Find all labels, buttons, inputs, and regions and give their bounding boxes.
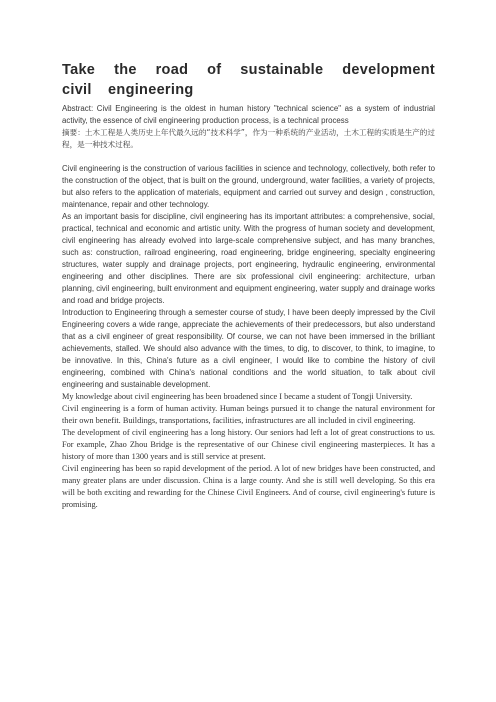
body-paragraph: As an important basis for discipline, civil engineering has its important attributes: a comprehensive, social, practical, technical and economic and artistic unity. With the progress of human society and development, civil engineering has already evolved into large-scale comprehensive subject, and has many branches, such as: construction, railroad engineering, road engineering, bridge engineering, specialty engineering structures, water supply and drainage projects, port engineering, hydraulic engineering, environmental engineering and other disciplines. There are six professional civil engineering: architecture, urban planning, civil engineering, built environment and equipment engineering, water supply and drainage works and road and bridge projects. [62,212,435,305]
abstract-chinese: 摘要：土木工程是人类历史上年代最久远的“技术科学”，作为一种系统的产业活动，土木工程的实质是生产的过程，是一种技术过程。 [62,128,435,149]
body-paragraph: Civil engineering is a form of human activity. Human beings pursued it to change the natural environment for their own benefit. Buildings, transportations, facilities, infrastructures are all included in civil engineering. [62,404,435,425]
document-title: Take the road of sustainable development civil engineering [62,62,435,98]
body-paragraph: Civil engineering is the construction of various facilities in science and technology, collectively, both refer to the construction of the object, that is built on the ground, underground, water facilities, a variety of projects, but also refers to the application of materials, equipment and carried out survey and design , construction, maintenance, repair and other technology. [62,164,435,209]
document-content [62,60,435,511]
paragraph-gap [62,151,435,163]
body-paragraph: Civil engineering has been so rapid development of the period. A lot of new bridges have been constructed, and many greater plans are under discussion. China is a large county. And she is still well developing. So this era will be both exciting and rewarding for the Chinese Civil Engineers. And of course, civil engineering's future is promising. [62,464,435,509]
body-paragraph: My knowledge about civil engineering has been broadened since I became a student of Tongji University. [62,392,413,401]
abstract-english: Abstract: Civil Engineering is the oldest in human history "technical science" as a system of industrial activity, the essence of civil engineering production process, is a technical process [62,104,435,125]
body-paragraph: Introduction to Engineering through a semester course of study, I have been deeply impressed by the Civil Engineering covers a wide range, appreciate the achievements of their predecessors, but also understand that as a civil engineer of great responsibility. Of course, we can not have been immersed in the brilliant achievements, stalled. We should also advance with the times, to dig, to discover, to think, to imagine, to be innovative. In this, China's future as a civil engineer, I would like to combine the history of civil engineering, combined with China's national conditions and the world situation, to talk about civil engineering and sustainable development. [62,308,435,389]
body-paragraph: The development of civil engineering has a long history. Our seniors had left a lot of great constructions to us. For example, Zhao Zhou Bridge is the representative of our Chinese civil engineering masterpieces. It has a history of more than 1300 years and is still service at present. [62,428,435,461]
